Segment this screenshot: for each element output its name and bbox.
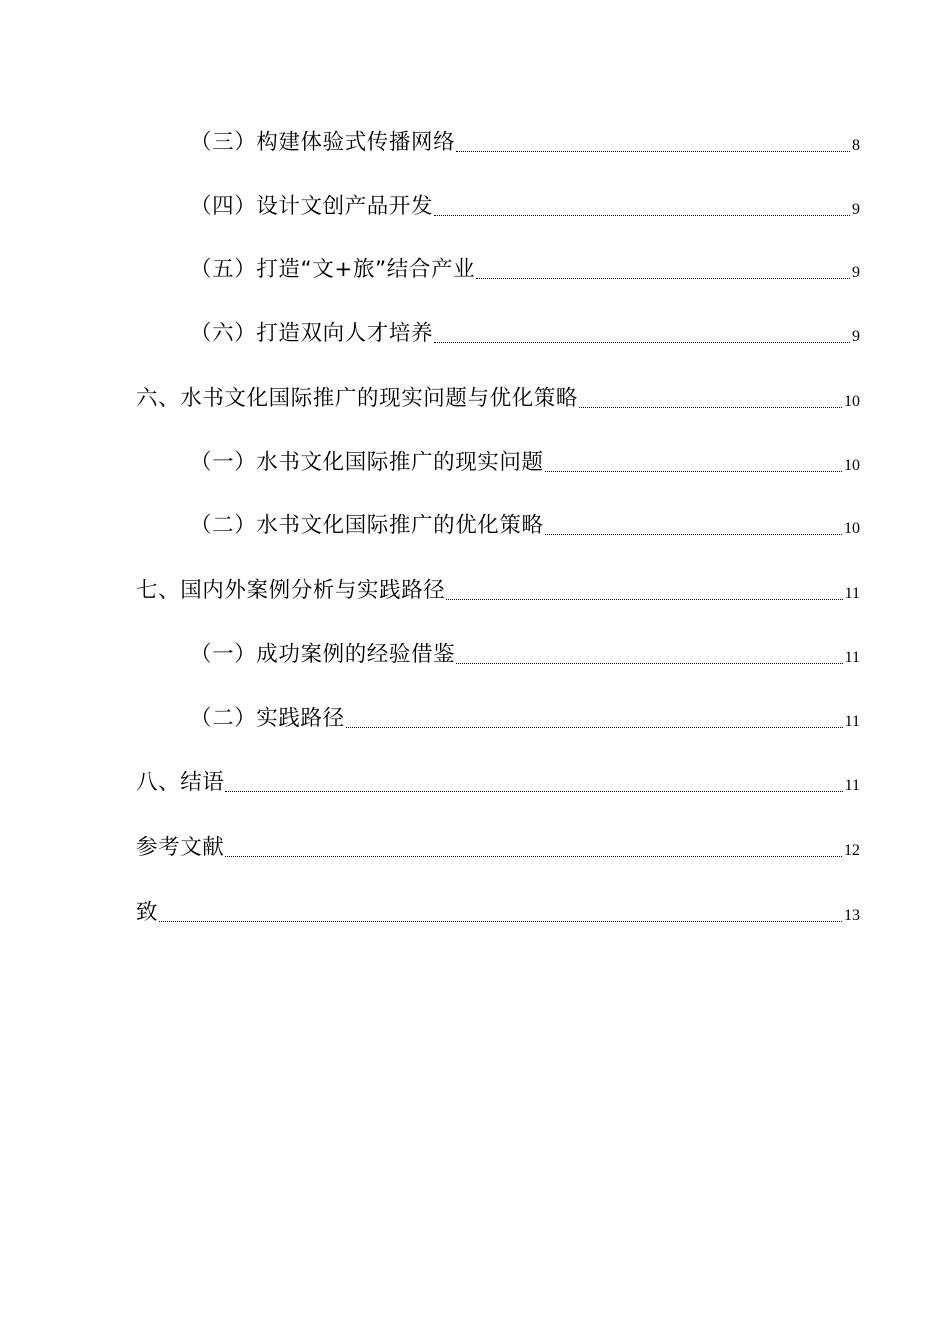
toc-entry-title: （四）设计文创产品开发 [190,194,434,219]
toc-entry-chapter-8[interactable] [136,766,860,798]
toc-dot-leader [456,663,842,664]
toc-entry-7-1[interactable] [190,638,860,670]
toc-entry-references[interactable] [136,831,860,863]
toc-page-number: 13 [844,907,860,924]
toc-dot-leader [434,342,850,343]
toc-entry-6-2[interactable] [190,509,860,541]
toc-dot-leader [434,215,850,216]
toc-dot-leader [579,407,842,408]
toc-dot-leader [225,791,842,792]
toc-page-number: 10 [844,520,860,537]
toc-page-number: 10 [844,457,860,474]
toc-entry-chapter-7[interactable] [136,574,860,606]
toc-page-number: 11 [844,777,860,794]
toc-entry-3-3[interactable] [190,126,860,158]
toc-entry-acknowledgements[interactable] [136,896,860,928]
toc-entry-title: 七、国内外案例分析与实践路径 [136,578,446,603]
toc-page-number: 12 [844,842,860,859]
toc-dot-leader [225,856,842,857]
toc-page-number: 9 [852,328,860,345]
toc-entry-title: （一）成功案例的经验借鉴 [190,642,456,667]
toc-entry-3-5[interactable] [190,253,860,285]
toc-page-number: 11 [844,649,860,666]
toc-dot-leader [545,534,842,535]
toc-entry-3-6[interactable] [190,317,860,349]
toc-entry-title: （六）打造双向人才培养 [190,321,434,346]
toc-entry-7-2[interactable] [190,702,860,734]
toc-page-number: 8 [852,137,860,154]
toc-page-number: 11 [844,585,860,602]
toc-entry-6-1[interactable] [190,446,860,478]
toc-dot-leader [346,727,843,728]
toc-entry-title: （五）打造“文+旅”结合产业 [190,257,476,282]
toc-entry-title: （一）水书文化国际推广的现实问题 [190,450,544,475]
toc-dot-leader [446,599,842,600]
toc-entry-title: 致 [136,900,159,925]
toc-dot-leader [545,471,842,472]
toc-page-number: 10 [844,393,860,410]
toc-entry-title: 参考文献 [136,835,225,860]
toc-entry-title: 六、水书文化国际推广的现实问题与优化策略 [136,386,579,411]
toc-entry-title: （二）水书文化国际推广的优化策略 [190,513,544,538]
toc-dot-leader [159,921,842,922]
toc-dot-leader [476,278,850,279]
toc-entry-chapter-6[interactable] [136,382,860,414]
toc-page-number: 11 [844,713,860,730]
toc-entry-3-4[interactable] [190,190,860,222]
toc-dot-leader [456,151,850,152]
toc-entry-title: （二）实践路径 [190,706,345,731]
toc-page-number: 9 [852,264,860,281]
toc-entry-title: （三）构建体验式传播网络 [190,130,456,155]
toc-page-number: 9 [852,201,860,218]
toc-entry-title: 八、结语 [136,770,225,795]
